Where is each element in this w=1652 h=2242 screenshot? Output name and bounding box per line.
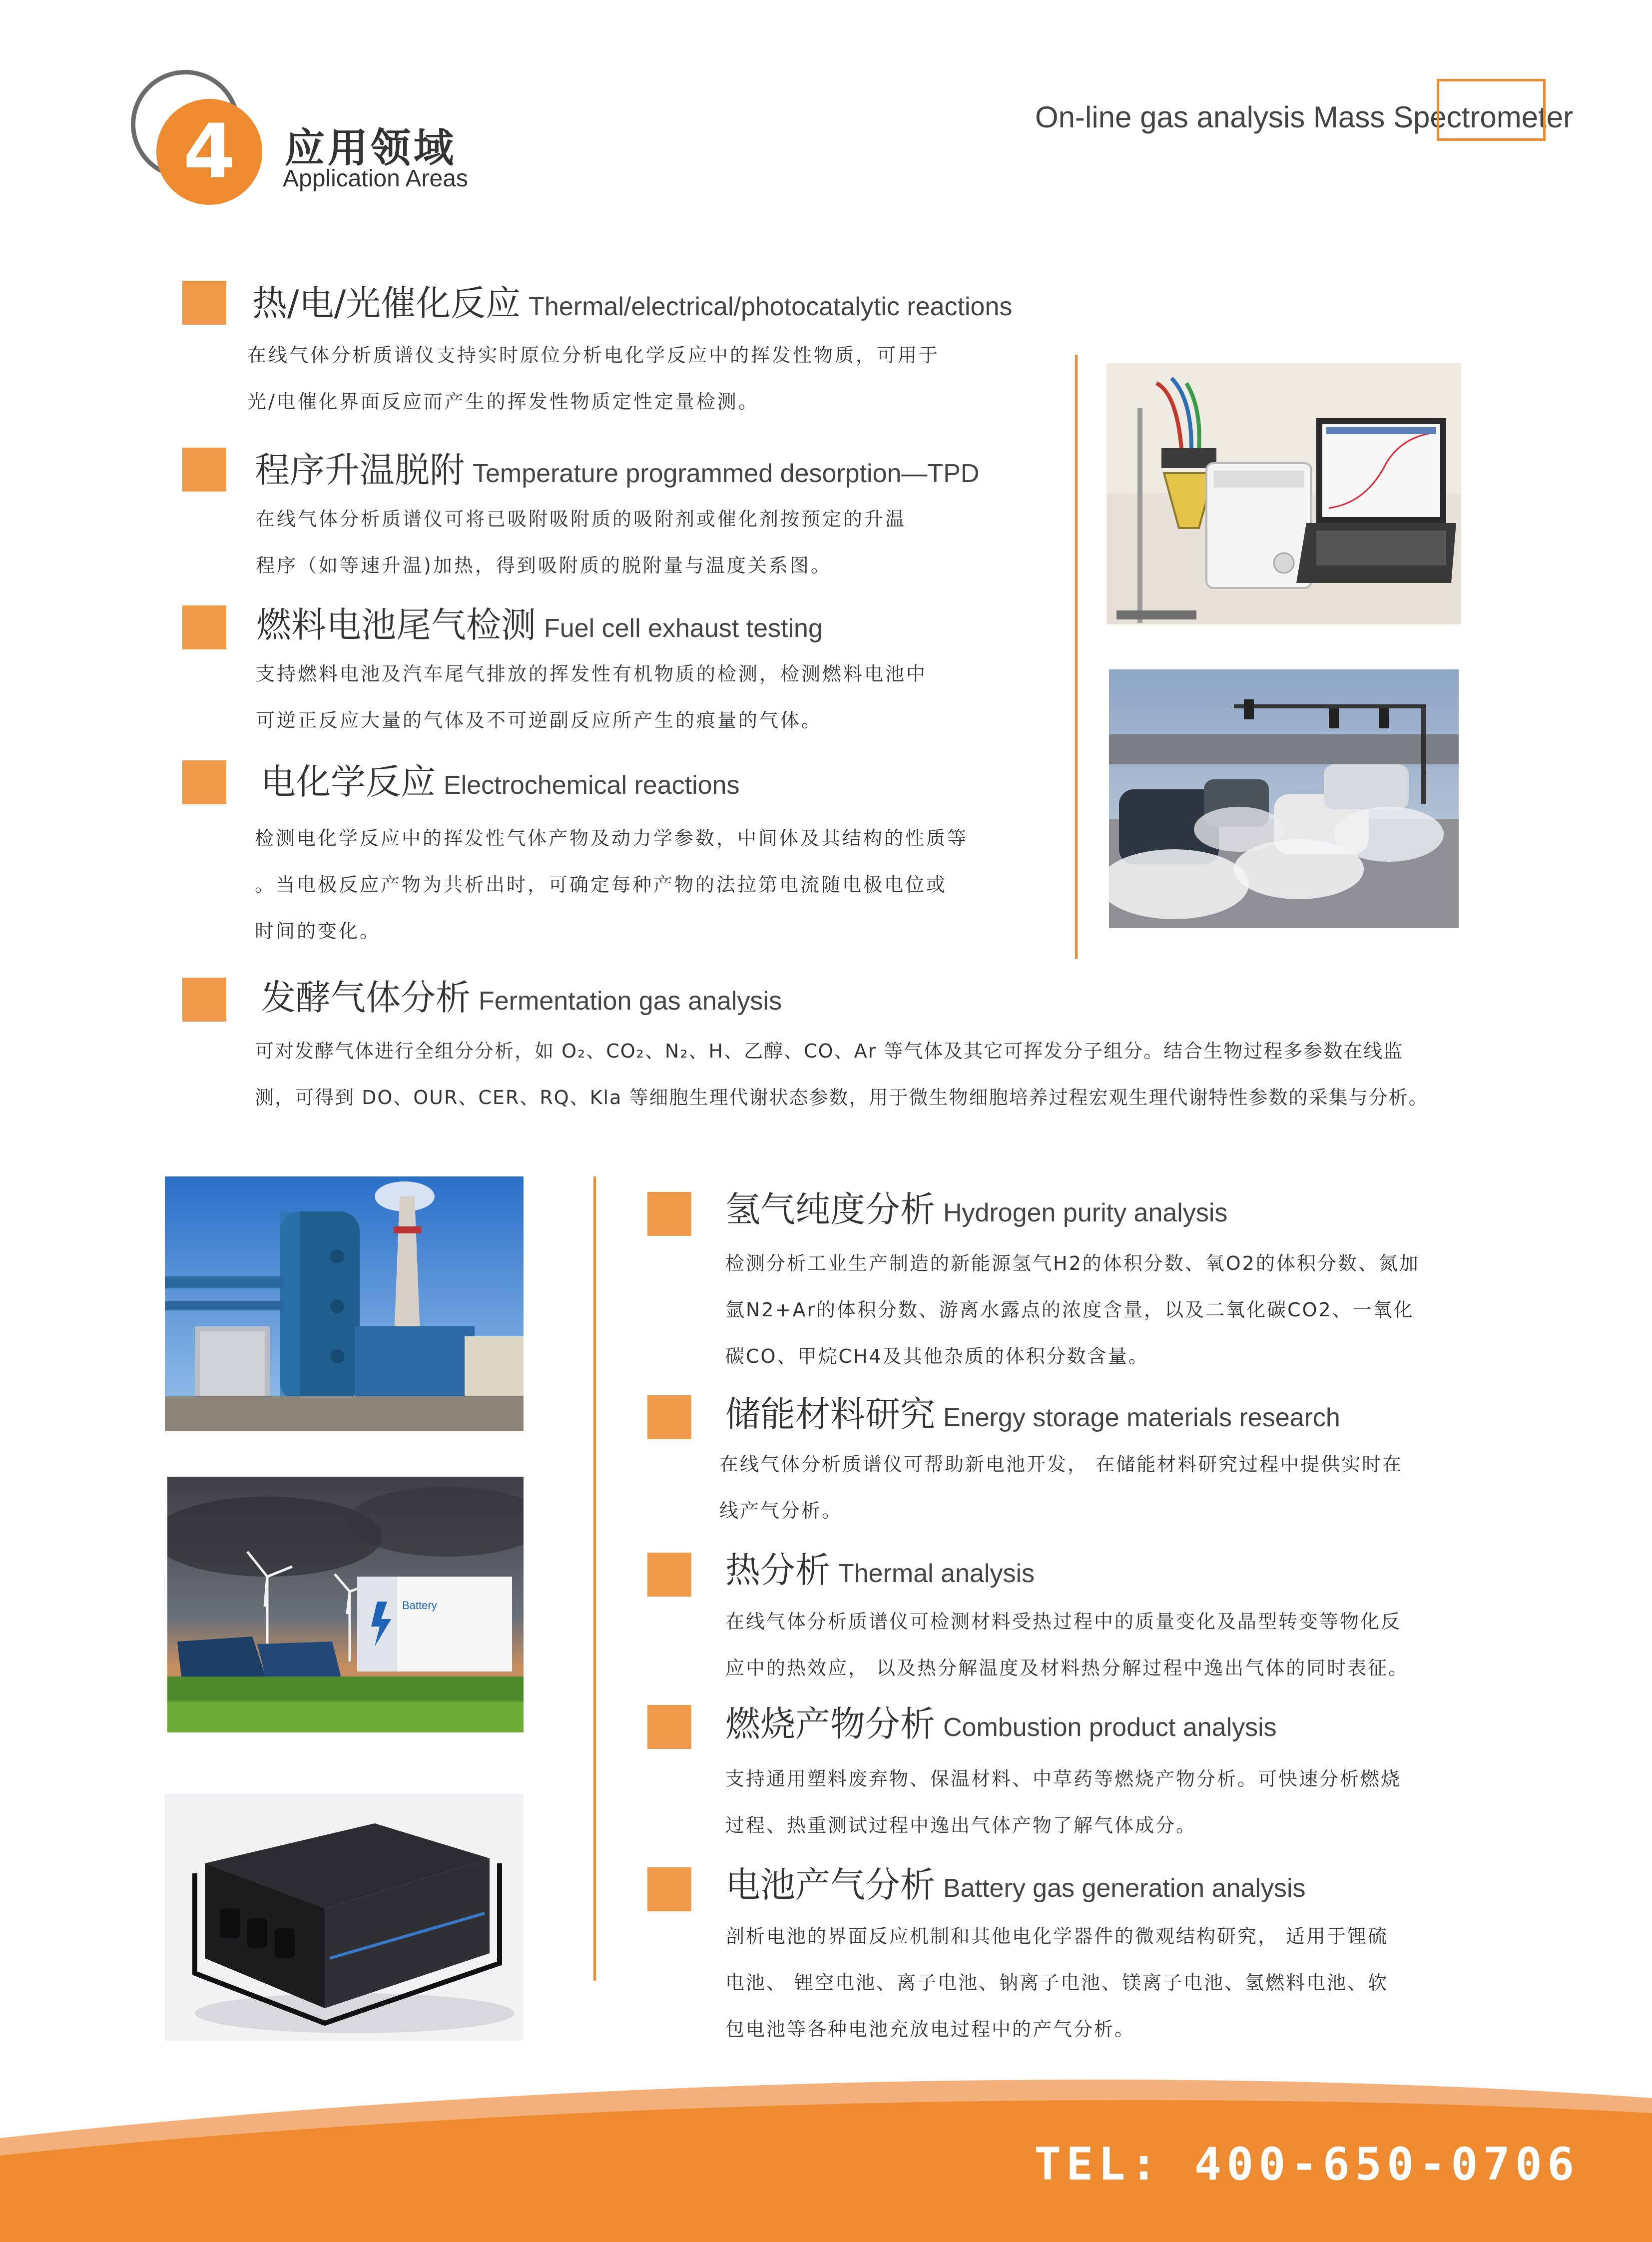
section-title-cn: 储能材料研究: [725, 1394, 935, 1435]
section-body: [725, 1599, 1409, 1691]
body-line: 碳CO、甲烷CH4及其他杂质的体积分数含量。: [725, 1345, 1149, 1367]
section-body: [725, 1240, 1420, 1380]
page-title-cn: 应用领域: [285, 125, 457, 171]
bullet-square-icon: [647, 1192, 691, 1236]
body-line: 在线气体分析质谱仪可帮助新电池开发， 在储能材料研究过程中提供实时在: [719, 1453, 1403, 1475]
body-line: 在线气体分析质谱仪可检测材料受热过程中的质量变化及晶型转变等物化反: [725, 1611, 1402, 1633]
section-number-badge: 4: [156, 99, 262, 205]
body-line: 可逆正反应大量的气体及不可逆副反应所产生的痕量的气体。: [256, 709, 823, 731]
body-line: 剖析电池的界面反应机制和其他电化学器件的微观结构研究， 适用于锂硫: [725, 1925, 1389, 1947]
battery-module-photo: [165, 1793, 524, 2041]
section-body: [719, 1441, 1403, 1534]
section-title-en: Temperature programmed desorption—TPD: [473, 459, 980, 488]
section-title: [252, 283, 1013, 324]
body-line: 氩N2+Ar的体积分数、游离水露点的浓度含量，以及二氧化碳CO2、一氧化: [725, 1299, 1414, 1321]
section-body: [725, 1756, 1401, 1849]
body-line: 光/电催化界面反应而产生的挥发性物质定性定量检测。: [247, 391, 759, 413]
industrial-plant-photo: [165, 1176, 524, 1431]
section-body: [255, 1028, 1428, 1121]
divider-line: [1075, 355, 1078, 959]
section-title-en: Fermentation gas analysis: [479, 987, 782, 1016]
body-line: 可对发酵气体进行全组分分析，如 O₂、CO₂、N₂、H、乙醇、CO、Ar 等气体及其它可挥发分子组分。结合生物过程多参数在线监: [255, 1040, 1404, 1062]
section-title: [256, 604, 823, 645]
section-title: [261, 761, 740, 802]
section-title: [725, 1189, 1228, 1230]
body-line: 在线气体分析质谱仪可将已吸附吸附质的吸附剂或催化剂按预定的升温: [256, 508, 907, 530]
section-title: [255, 450, 980, 491]
section-title-cn: 燃料电池尾气检测: [256, 604, 536, 645]
section-title-cn: 发酵气体分析: [261, 977, 471, 1018]
bullet-square-icon: [182, 281, 226, 325]
section-title-en: Fuel cell exhaust testing: [544, 614, 823, 643]
section-title-cn: 电化学反应: [261, 761, 436, 802]
body-line: 支持燃料电池及汽车尾气排放的挥发性有机物质的检测，检测燃料电池中: [256, 663, 928, 685]
section-body: [255, 815, 968, 955]
body-line: 测，可得到 DO、OUR、CER、RQ、Kla 等细胞生理代谢状态参数，用于微生物细胞培养过程宏观生理代谢特性参数的采集与分析。: [255, 1087, 1429, 1109]
body-line: 在线气体分析质谱仪支持实时原位分析电化学反应中的挥发性物质，可用于: [247, 344, 940, 366]
section-title-cn: 氢气纯度分析: [725, 1189, 935, 1230]
section-title-en: Energy storage materials research: [943, 1403, 1340, 1432]
section-title-cn: 电池产气分析: [725, 1864, 935, 1905]
brand-tagline: On-line gas analysis Mass Spectrometer: [1035, 100, 1574, 134]
lab-setup-photo: [1106, 363, 1461, 624]
body-line: 支持通用塑料废弃物、保温材料、中草药等燃烧产物分析。可快速分析燃烧: [725, 1768, 1402, 1790]
section-body: [256, 496, 906, 589]
section-title-en: Battery gas generation analysis: [943, 1874, 1306, 1903]
section-body: [256, 651, 927, 744]
section-title: [725, 1394, 1340, 1435]
section-title: [725, 1703, 1277, 1744]
bullet-square-icon: [647, 1705, 691, 1749]
energy-storage-photo: [167, 1477, 524, 1732]
bullet-square-icon: [182, 978, 226, 1022]
body-line: 时间的变化。: [255, 920, 381, 942]
section-title: [261, 977, 782, 1018]
section-title-cn: 程序升温脱附: [255, 450, 465, 491]
section-title-cn: 燃烧产物分析: [725, 1703, 935, 1744]
bullet-square-icon: [647, 1395, 691, 1439]
body-line: 检测分析工业生产制造的新能源氢气H2的体积分数、氧O2的体积分数、氮加: [725, 1252, 1420, 1274]
section-title-en: Electrochemical reactions: [444, 771, 740, 800]
section-title-en: Combustion product analysis: [943, 1713, 1277, 1742]
section-title: [725, 1864, 1306, 1905]
page-title-en: Application Areas: [283, 165, 468, 192]
bullet-square-icon: [647, 1867, 691, 1911]
section-title-en: Thermal/electrical/photocatalytic reactions: [529, 292, 1013, 321]
footer-telephone: TEL: 400-650-0706: [1034, 2138, 1580, 2191]
bullet-square-icon: [182, 605, 226, 649]
bullet-square-icon: [182, 760, 226, 804]
divider-line: [593, 1176, 596, 1981]
body-line: 。当电极反应产物为共析出时，可确定每种产物的法拉第电流随电极电位或: [255, 874, 948, 896]
section-body: [725, 1913, 1388, 2053]
body-line: 程序（如等速升温)加热，得到吸附质的脱附量与温度关系图。: [256, 555, 832, 576]
section-title-cn: 热分析: [725, 1550, 830, 1591]
car-exhaust-photo: [1109, 669, 1459, 928]
body-line: 应中的热效应， 以及热分解温度及材料热分解过程中逸出气体的同时表征。: [725, 1657, 1409, 1679]
section-title-cn: 热/电/光催化反应: [252, 283, 521, 324]
battery-container-label: Battery: [402, 1599, 437, 1612]
section-title-en: Hydrogen purity analysis: [943, 1198, 1228, 1227]
bullet-square-icon: [647, 1553, 691, 1597]
body-line: 电池、 锂空电池、离子电池、钠离子电池、镁离子电池、氢燃料电池、软: [725, 1972, 1389, 1994]
brand-frame-decoration: [1437, 79, 1546, 141]
body-line: 检测电化学反应中的挥发性气体产物及动力学参数，中间体及其结构的性质等: [255, 827, 969, 849]
section-title-en: Thermal analysis: [838, 1559, 1035, 1588]
section-body: [247, 332, 940, 425]
body-line: 线产气分析。: [719, 1500, 843, 1522]
body-line: 包电池等各种电池充放电过程中的产气分析。: [725, 2018, 1135, 2040]
section-title: [725, 1550, 1035, 1591]
body-line: 过程、热重测试过程中逸出气体产物了解气体成分。: [725, 1814, 1197, 1836]
bullet-square-icon: [182, 448, 226, 492]
